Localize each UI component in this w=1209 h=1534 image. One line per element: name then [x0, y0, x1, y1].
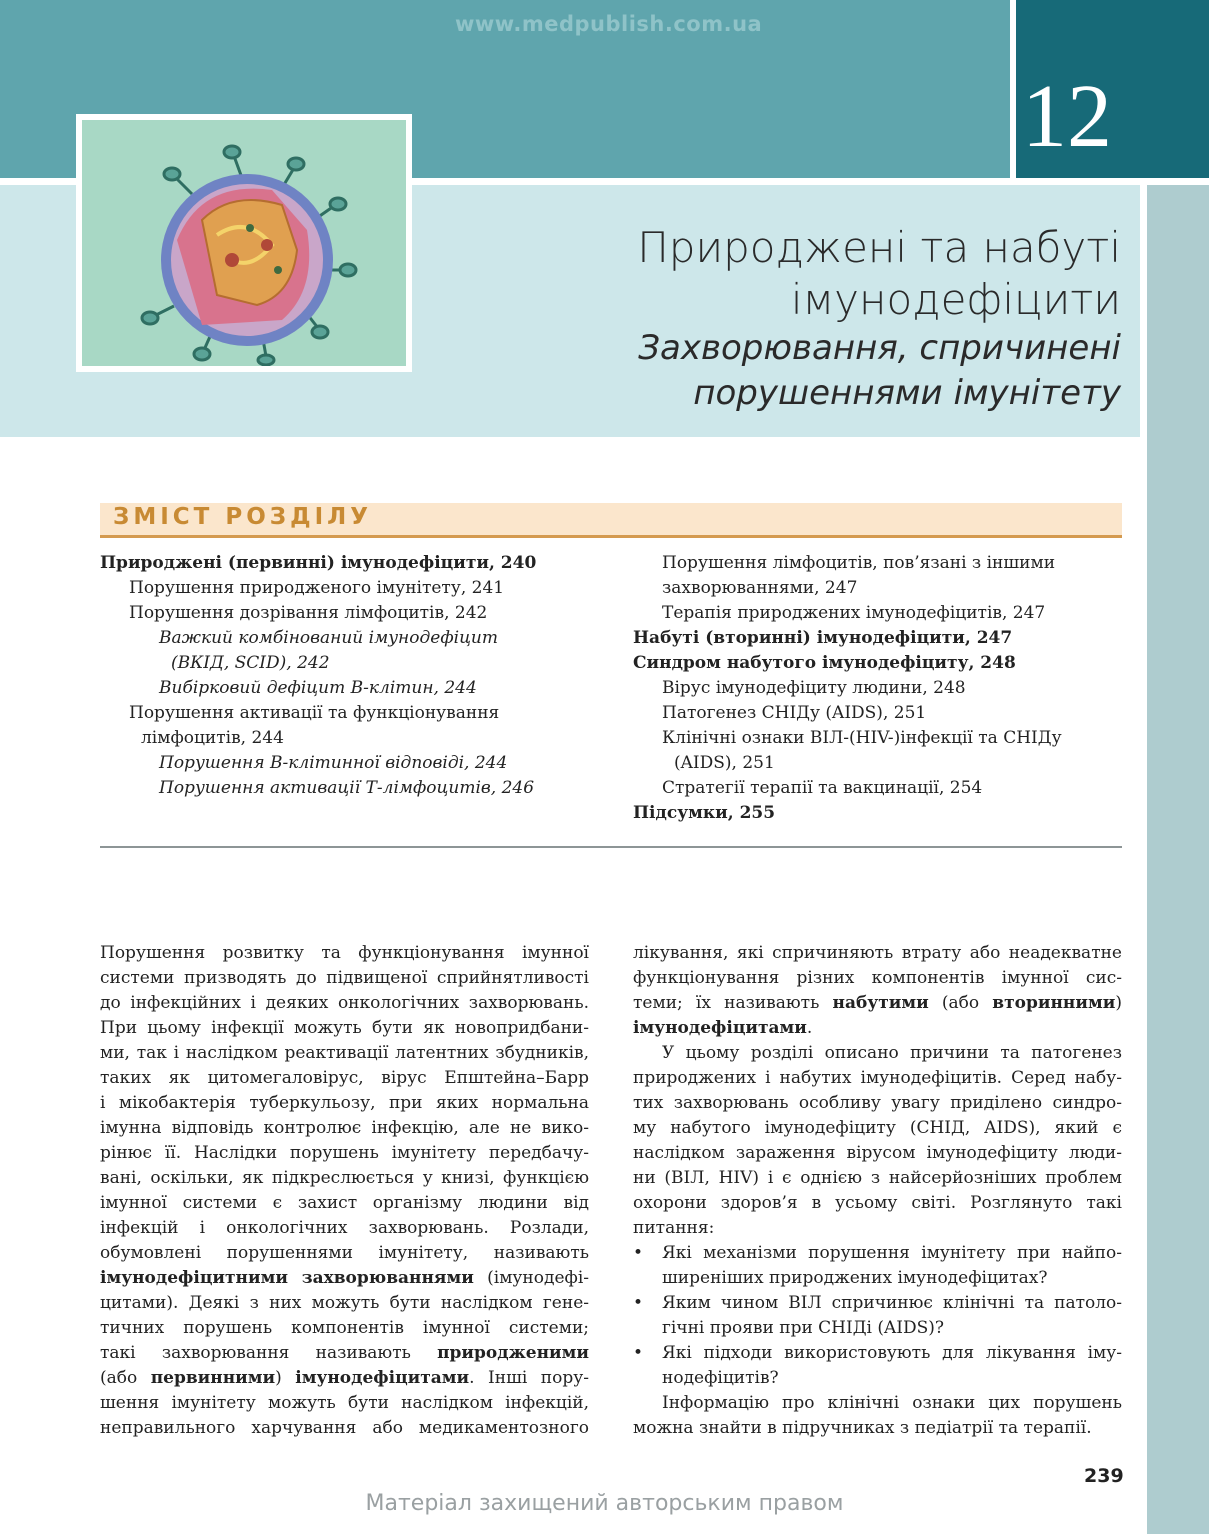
text-line: охорони здоров’я в усьому світі. Розглянуто такі — [633, 1193, 1122, 1213]
text-run: Яким чином ВІЛ спричинює клінічні та патоло- — [662, 1293, 1122, 1313]
toc-item[interactable]: Синдром набутого імунодефіциту, 248 — [633, 653, 1016, 673]
text-line: Порушення розвитку та функціонування імунної — [100, 943, 589, 963]
page-number: 239 — [1084, 1465, 1124, 1487]
toc-item[interactable]: (AIDS), 251 — [674, 753, 775, 773]
side-strip — [1147, 185, 1209, 1534]
text-line: ми, так і наслідком реактивації латентних збудників, — [100, 1043, 589, 1063]
toc-item[interactable]: Клінічні ознаки ВІЛ-(HIV-)інфекції та СНІДу — [662, 728, 1062, 748]
toc-item[interactable]: Порушення активації та функціонування — [129, 703, 500, 723]
toc-heading-text: ЗМІСТ РОЗДІЛУ — [113, 504, 372, 530]
text-line: імунної системи є захист організму людини від — [100, 1193, 589, 1213]
text-run: ширеніших природжених імунодефіцитах? — [662, 1268, 1048, 1288]
text-line — [633, 1016, 1122, 1041]
toc-item[interactable]: Підсумки, 255 — [633, 803, 776, 823]
chapter-illustration — [76, 114, 412, 372]
toc-item[interactable]: Порушення дозрівання лімфоцитів, 242 — [129, 603, 488, 623]
chapter-number-box — [1016, 0, 1209, 178]
toc-item[interactable]: Терапія природжених імунодефіцитів, 247 — [662, 603, 1046, 623]
toc-item[interactable]: Набуті (вторинні) імунодефіцити, 247 — [633, 628, 1013, 648]
text-line: При цьому інфекції можуть бути як новопридбани- — [100, 1018, 589, 1038]
term-bold: імунодефіцитами — [633, 1018, 807, 1038]
text-line: таких як цитомегаловірус, вірус Епштейна–Барр — [100, 1068, 589, 1088]
text-run: Які механізми порушення імунітету при найпо- — [662, 1243, 1122, 1263]
term-bold: природженими — [437, 1343, 589, 1363]
text-line: ни (ВІЛ, HIV) і є однією з найсерйозніших проблем — [633, 1168, 1122, 1188]
text-run: гічні прояви при СНІДі (AIDS)? — [662, 1318, 945, 1338]
list-item-continuation — [633, 1266, 1122, 1291]
bullet-icon: • — [633, 1243, 644, 1263]
toc-item[interactable]: Важкий комбінований імунодефіцит — [159, 628, 498, 648]
body-left-column — [100, 941, 589, 1441]
text-line: імунна відповідь контролює інфекцію, але не вико- — [100, 1118, 589, 1138]
text-line: системи призводять до підвищеної сприйнятливості — [100, 968, 589, 988]
text-line: Інформацію про клінічні ознаки цих порушень — [662, 1393, 1122, 1413]
chapter-number: 12 — [1022, 67, 1112, 166]
text-line: цитами). Деякі з них можуть бути наслідком гене- — [100, 1293, 589, 1313]
text-line: інфекцій і онкологічних захворювань. Розлади, — [100, 1218, 589, 1238]
bullet-icon: • — [633, 1343, 644, 1363]
text-line: наслідком зараження вірусом імунодефіциту люди- — [633, 1143, 1122, 1163]
toc-item[interactable]: Природжені (первинні) імунодефіцити, 240 — [100, 553, 537, 573]
text-line: можна знайти в підручниках з педіатрії та терапії. — [633, 1418, 1092, 1438]
text-run: . Інші пору- — [469, 1368, 589, 1388]
bullet-icon: • — [633, 1293, 644, 1313]
chapter-title — [637, 222, 1121, 416]
toc-item[interactable]: Стратегії терапії та вакцинації, 254 — [662, 778, 983, 798]
subtitle-line: Захворювання, спричинені — [638, 328, 1121, 368]
toc-item[interactable]: Порушення природженого імунітету, 241 — [129, 578, 505, 598]
text-run: ) — [275, 1368, 296, 1388]
text-line — [633, 991, 1122, 1016]
text-line — [100, 1366, 589, 1391]
watermark-url: www.medpublish.com.ua — [455, 12, 763, 36]
toc-right-column — [633, 551, 1062, 826]
toc-item[interactable]: захворюваннями, 247 — [662, 578, 858, 598]
text-line: тичних порушень компонентів імунної системи; — [100, 1318, 589, 1338]
title-line: Природжені та набуті — [637, 223, 1121, 272]
subtitle-line: порушеннями імунітету — [693, 373, 1121, 413]
toc-item[interactable]: Вибірковий дефіцит В-клітин, 244 — [159, 678, 477, 698]
toc-item[interactable]: Вірус імунодефіциту людини, 248 — [662, 678, 966, 698]
copyright-notice: Матеріал захищений авторським правом — [365, 1491, 844, 1516]
text-run: ) — [1115, 993, 1122, 1013]
toc-item[interactable]: Порушення активації Т-лімфоцитів, 246 — [159, 778, 535, 798]
text-line: вані, оскільки, як підкреслюється у книзі, функцією — [100, 1168, 589, 1188]
text-run: (імунодефі- — [473, 1268, 589, 1288]
body-right-column — [633, 941, 1122, 1441]
toc-item[interactable]: Порушення В-клітинної відповіді, 244 — [159, 753, 508, 773]
text-line: питання: — [633, 1218, 715, 1238]
toc-item[interactable]: (ВКІД, SCID), 242 — [171, 653, 330, 673]
text-line: природжених і набутих імунодефіцитів. Серед набу- — [633, 1068, 1122, 1088]
text-line: рінює її. Наслідки порушень імунітету передбачу- — [100, 1143, 589, 1163]
title-line: імунодефіцити — [790, 275, 1121, 324]
text-line: тих захворювань особливу увагу приділено синдро- — [633, 1093, 1122, 1113]
term-bold: первинними — [150, 1368, 276, 1388]
text-line: У цьому розділі описано причини та патогенез — [662, 1043, 1122, 1063]
term-bold: вторинними — [992, 993, 1116, 1013]
text-line: неправильного харчування або медикаментозного — [100, 1418, 589, 1438]
toc-item[interactable]: Патогенез СНІДу (AIDS), 251 — [662, 703, 927, 723]
toc-heading — [100, 503, 1122, 538]
text-line: шення імунітету можуть бути наслідком інфекцій, — [100, 1393, 589, 1413]
text-line: обумовлені порушеннями імунітету, називають — [100, 1243, 589, 1263]
section-divider — [100, 846, 1122, 848]
text-run: Які підходи використовують для лікування іму- — [662, 1343, 1122, 1363]
text-line: функціонування різних компонентів імунної сис- — [633, 968, 1122, 988]
virus-illustration-icon — [82, 120, 406, 366]
term-bold: набутими — [832, 993, 929, 1013]
list-item-continuation — [633, 1366, 1122, 1391]
text-line — [100, 1266, 589, 1291]
text-line: лікування, які спричиняють втрату або неадекватне — [633, 943, 1122, 963]
list-item — [633, 1241, 1122, 1266]
term-bold: імунодефіцитними захворюваннями — [100, 1268, 474, 1288]
text-line: му набутого імунодефіциту (СНІД, AIDS), який є — [633, 1118, 1122, 1138]
text-run: нодефіцитів? — [662, 1368, 779, 1388]
text-line: до інфекційних і деяких онкологічних захворювань. — [100, 993, 589, 1013]
list-item — [633, 1341, 1122, 1366]
list-item — [633, 1291, 1122, 1316]
text-line: і мікобактерія туберкульозу, при яких нормальна — [100, 1093, 589, 1113]
toc-left-column — [100, 551, 536, 801]
text-run: (або — [100, 1368, 151, 1388]
text-run: теми; їх називають — [633, 993, 833, 1013]
text-line — [100, 1341, 589, 1366]
text-run: такі захворювання називають — [100, 1343, 438, 1363]
toc-item[interactable]: Порушення лімфоцитів, пов’язані з іншими — [662, 553, 1056, 573]
list-item-continuation — [633, 1316, 1122, 1341]
toc-item[interactable]: лімфоцитів, 244 — [141, 728, 284, 748]
text-run: (або — [928, 993, 993, 1013]
term-bold: імунодефіцитами — [295, 1368, 470, 1388]
text-run: . — [806, 1018, 813, 1038]
